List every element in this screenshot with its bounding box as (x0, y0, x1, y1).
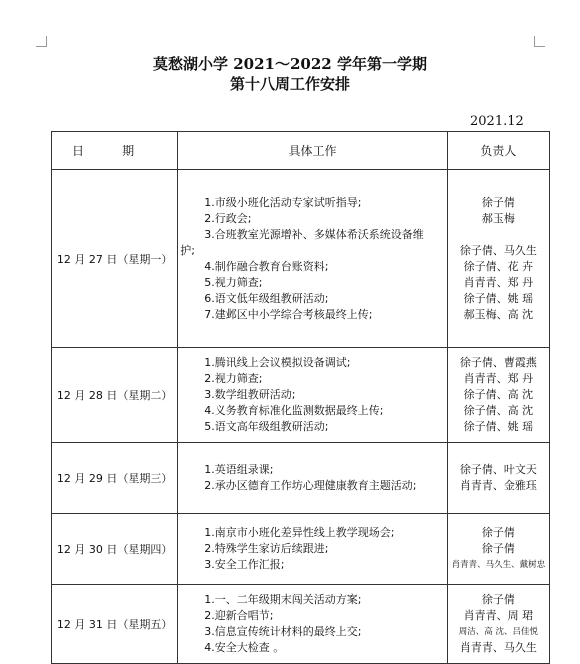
responsible-person: 肖青青、郑 丹 (463, 372, 534, 385)
row-responsible (447, 170, 549, 348)
row-work-items (178, 348, 448, 443)
work-item: 1.一、二年级期末闯关活动方案; (204, 593, 362, 606)
document-subtitle: 第十八周工作安排 (229, 75, 350, 93)
responsible-person: 徐子倩 (481, 195, 515, 209)
responsible-person: 徐子倩 (481, 593, 515, 606)
work-item: 1.英语组录课; (204, 463, 274, 476)
responsible-person: 徐子倩、姚 瑶 (463, 291, 534, 305)
responsible-person: 徐子倩、花 卉 (463, 259, 534, 273)
responsible-person: 徐子倩、曹霞燕 (459, 356, 537, 369)
table-row (52, 585, 550, 664)
header-work: 具体工作 (178, 132, 448, 170)
table-header-row (52, 132, 550, 170)
row-date: 12 月 29 日（星期三） (52, 443, 178, 514)
responsible-person: 徐子倩、高 沈 (463, 388, 534, 401)
responsible-person: 徐子倩、姚 瑶 (463, 420, 534, 433)
table-row (52, 514, 550, 585)
row-work-items (178, 585, 448, 664)
table-row (52, 348, 550, 443)
row-date: 12 月 27 日（星期一） (52, 170, 178, 348)
row-date: 12 月 31 日（星期五） (52, 585, 178, 664)
header-date: 日 期 (52, 132, 178, 170)
header-responsible: 负责人 (447, 132, 549, 170)
work-item: 2.承办区德育工作坊心理健康教育主题活动; (204, 479, 417, 492)
row-responsible (447, 443, 549, 514)
schedule-table (51, 131, 550, 664)
work-item: 4.制作融合教育台账资料; (204, 259, 329, 273)
responsible-person: 肖青青、马久生 (459, 641, 537, 654)
work-item: 3.信息宣传统计材料的最终上交; (204, 625, 362, 638)
responsible-person: 徐子倩 (481, 542, 515, 555)
work-item: 护; (180, 243, 195, 257)
row-work-items (178, 170, 448, 348)
responsible-person: 徐子倩、叶文天 (459, 463, 537, 476)
work-item: 2.行政会; (204, 211, 252, 225)
table-row (52, 170, 550, 348)
work-item: 1.腾讯线上会议模拟设备调试; (204, 356, 351, 369)
work-item: 2.迎新合唱节; (204, 609, 274, 622)
work-item: 3.安全工作汇报; (204, 558, 285, 571)
row-responsible (447, 514, 549, 585)
responsible-person: 肖青青、周 珺 (463, 609, 534, 622)
page-corner-mark-right (534, 36, 545, 47)
responsible-person: 周洁、高 沈、吕佳悦 (458, 627, 538, 637)
work-item: 3.合班教室光源增补、多媒体希沃系统设备维 (204, 227, 424, 241)
document-title: 莫愁湖小学 2021～2022 学年第一学期 (153, 55, 427, 73)
work-item: 5.视力筛查; (204, 275, 263, 289)
work-item: 5.语文高年级组教研活动; (204, 420, 329, 433)
row-date: 12 月 28 日（星期二） (52, 348, 178, 443)
row-date: 12 月 30 日（星期四） (52, 514, 178, 585)
work-item: 7.建邺区中小学综合考核最终上传; (204, 307, 373, 321)
responsible-person: 肖青青、郑 丹 (463, 275, 534, 289)
responsible-person: 徐子倩 (481, 526, 515, 539)
work-item: 6.语文低年级组教研活动; (204, 291, 329, 305)
document-date: 2021.12 (470, 114, 524, 129)
responsible-person: 郝玉梅、高 沈 (463, 307, 534, 321)
responsible-person: 郝玉梅 (481, 211, 515, 225)
row-responsible (447, 348, 549, 443)
row-work-items (178, 514, 448, 585)
work-item: 2.特殊学生家访后续跟进; (204, 542, 329, 555)
row-responsible (447, 585, 549, 664)
row-work-items (178, 443, 448, 514)
work-item: 4.安全大检查 。 (204, 641, 285, 654)
responsible-person: 肖青青、金雅珏 (459, 479, 537, 492)
page-corner-mark-left (36, 36, 47, 47)
responsible-person: 肖青青、马久生、戴树忠 (451, 560, 546, 570)
work-item: 1.市级小班化活动专家试听指导; (204, 195, 362, 209)
schedule-body (52, 170, 550, 664)
work-item: 1.南京市小班化差异性线上教学现场会; (204, 526, 395, 539)
responsible-person: 徐子倩、高 沈 (463, 404, 534, 417)
responsible-person: 徐子倩、马久生 (459, 243, 537, 257)
work-item: 4.义务教育标准化监测数据最终上传; (204, 404, 384, 417)
responsible-person (448, 227, 549, 243)
work-item: 2.视力筛查; (204, 372, 263, 385)
work-item: 3.数学组教研活动; (204, 388, 296, 401)
table-row (52, 443, 550, 514)
